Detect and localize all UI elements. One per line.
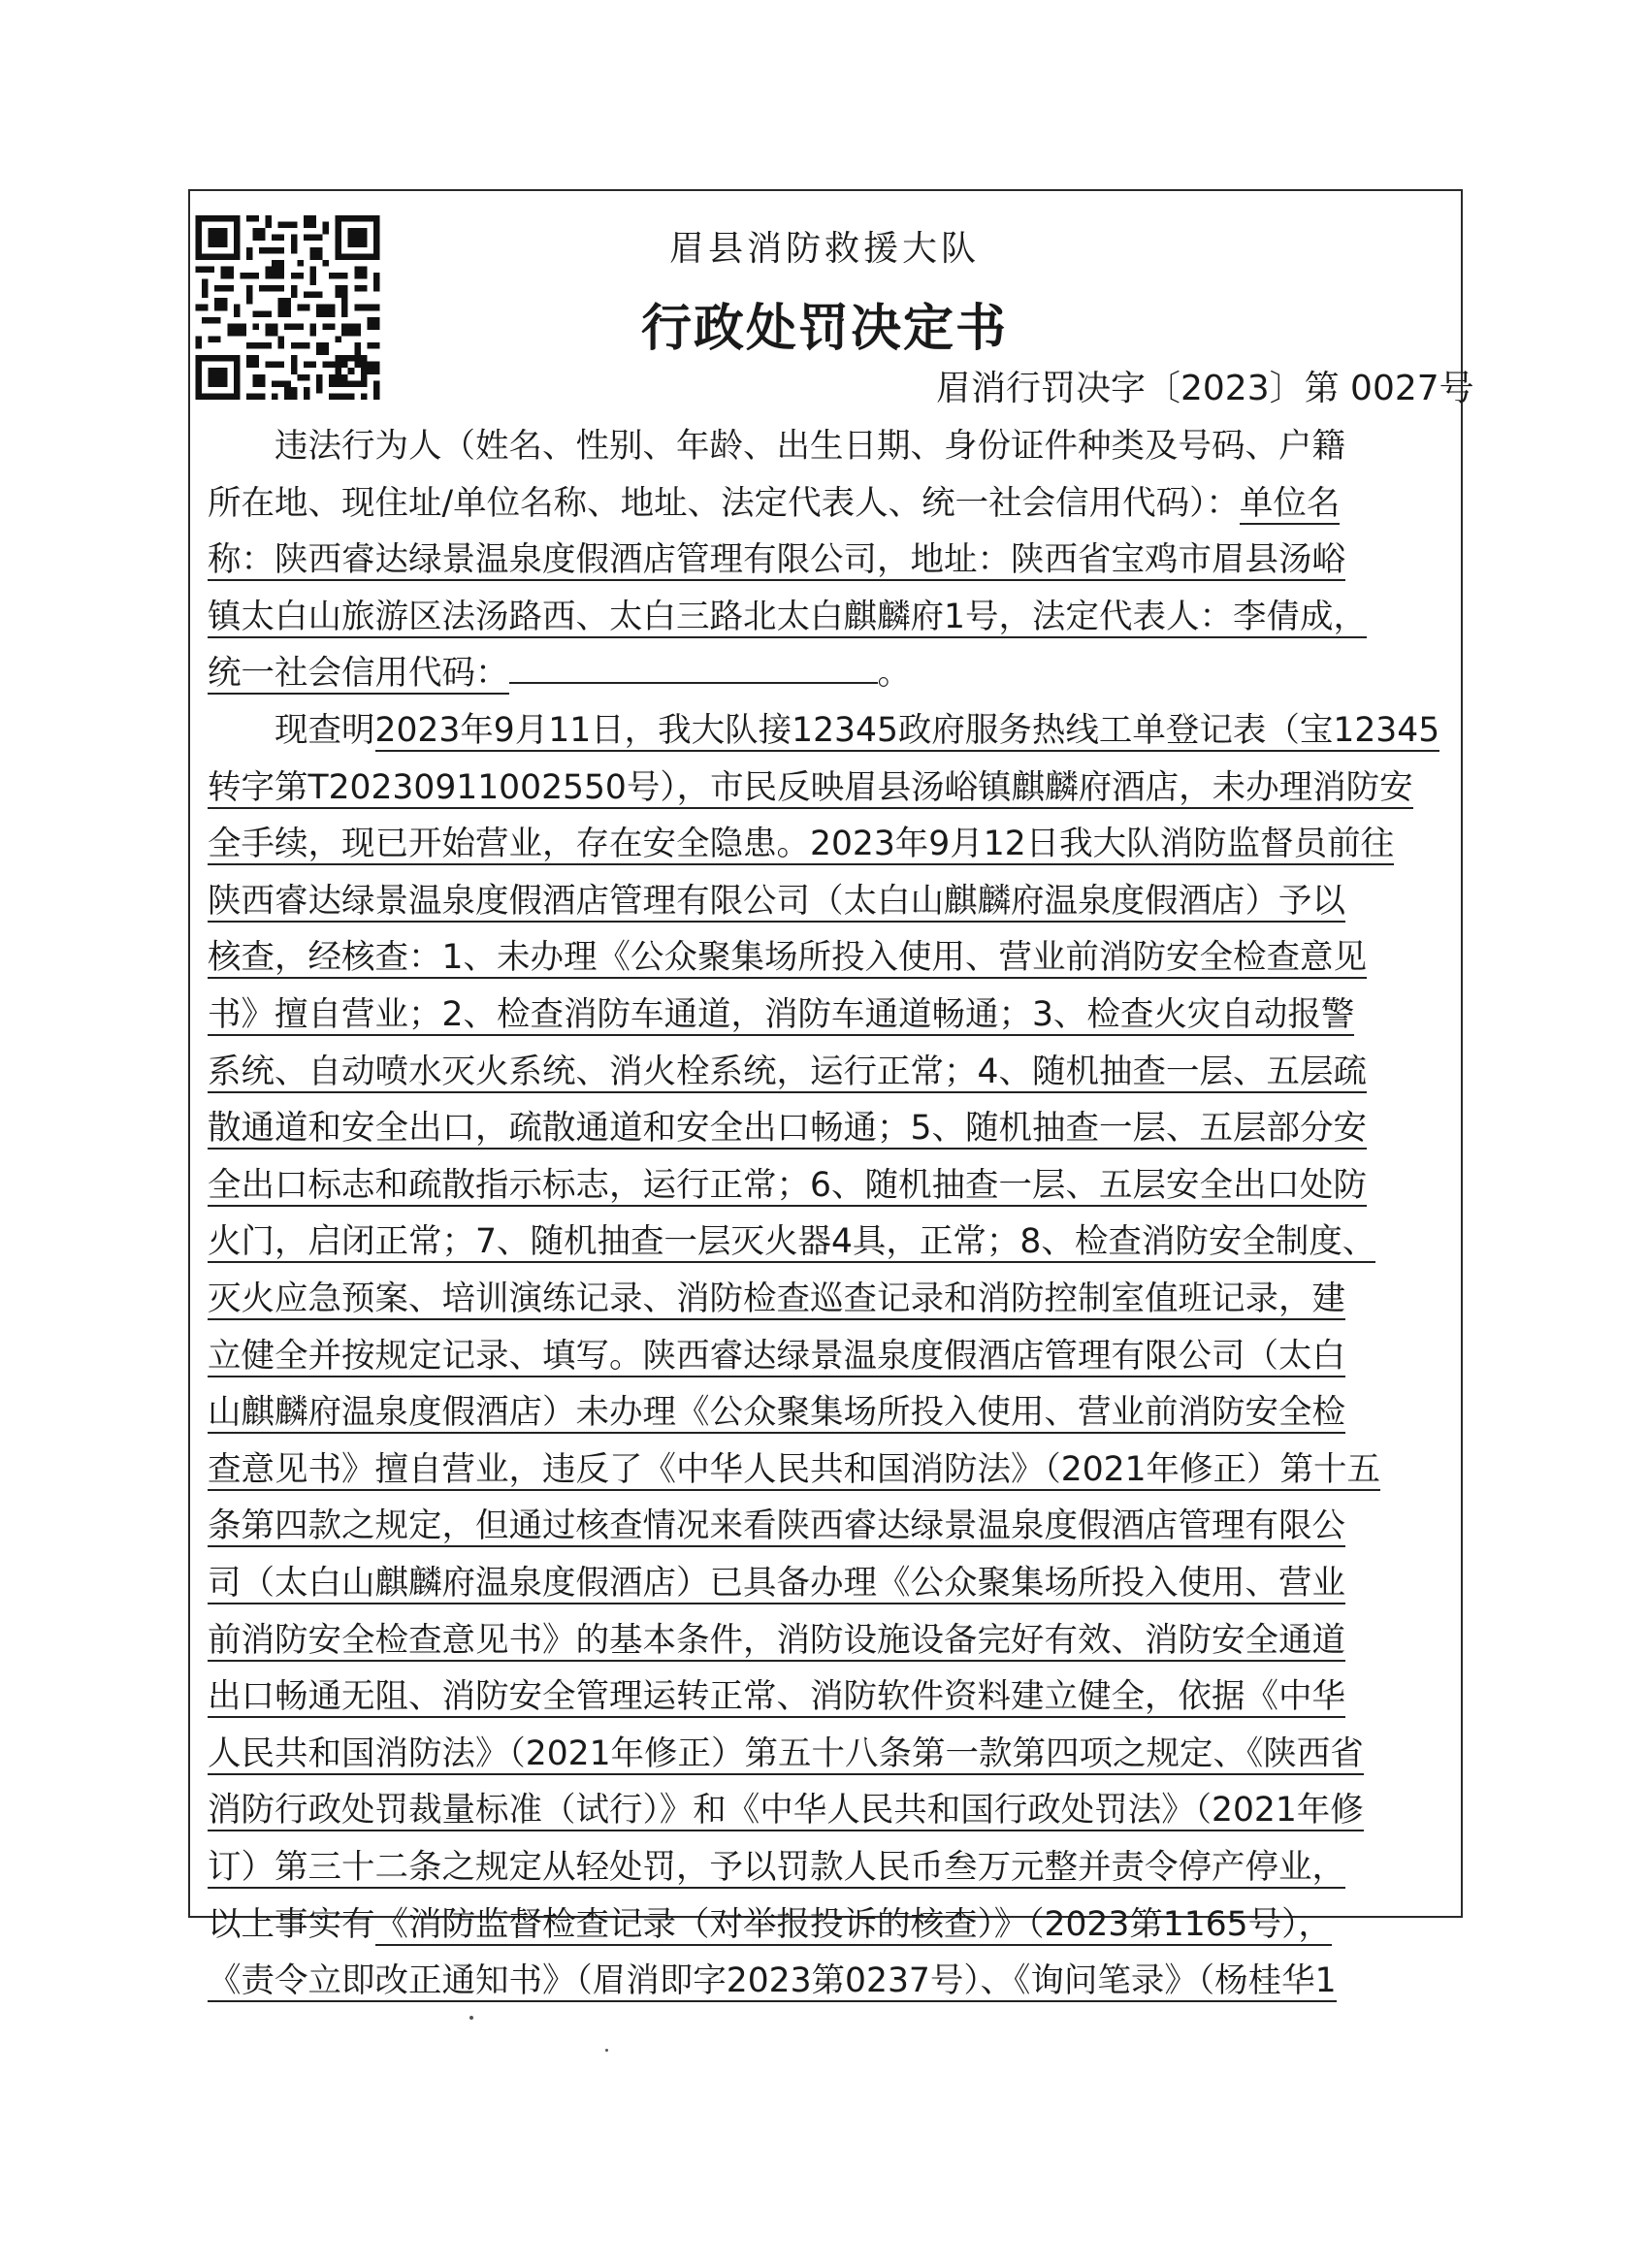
text-line [208,759,1459,819]
underlined-text: 条第四款之规定，但通过核查情况来看陕西睿达绿景温泉度假酒店管理有限公 [208,1507,1345,1546]
text-line [208,1099,1459,1159]
underlined-text: 陕西睿达绿景温泉度假酒店管理有限公司（太白山麒麟府温泉度假酒店）予以 [208,881,1345,921]
underlined-text: 消防行政处罚裁量标准（试行）》和《中华人民共和国行政处罚法》（2021年修 [208,1791,1364,1831]
underlined-text: 前消防安全检查意见书》的基本条件，消防设施设备完好有效、消防安全通道 [208,1620,1345,1660]
issuing-agency: 眉县消防救援大队 [668,229,980,269]
underlined-text: 山麒麟府温泉度假酒店）未办理《公众聚集场所投入使用、营业前消防安全检 [208,1393,1345,1433]
underlined-text: 查意见书》擅自营业，违反了《中华人民共和国消防法》（2021年修正）第十五 [208,1449,1381,1489]
underlined-text: 《消防监督检查记录（对举报投诉的核查）》（2023第1165号）， [374,1904,1332,1944]
scan-speck [605,2049,608,2052]
text-line [208,872,1459,932]
underlined-text: 订）第三十二条之规定从轻处罚，予以罚款人民币叁万元整并责令停产停业， [208,1848,1345,1887]
plain-text: 。 [877,654,911,694]
text-line [208,1725,1459,1785]
underlined-text: 出口畅通无阻、消防安全管理运转正常、消防软件资料建立健全，依据《中华 [208,1677,1345,1717]
text-line [208,1213,1459,1273]
text-line [208,644,1459,704]
underlined-text: 全手续，现已开始营业，存在安全隐患。2023年9月12日我大队消防监督员前往 [208,825,1395,864]
underlined-text: 散通道和安全出口，疏散通道和安全出口畅通；5、随机抽查一层、五层部分安 [208,1109,1367,1149]
text-line [208,1441,1459,1501]
plain-text: 现查明 [208,711,375,750]
underlined-text: 统一社会信用代码： [208,654,509,694]
plain-text: 违法行为人（姓名、性别、年龄、出生日期、身份证件种类及号码、户籍 [208,427,1345,466]
text-line [208,1554,1459,1614]
text-line [208,1383,1459,1443]
plain-text: 所在地、现住址/单位名称、地址、法定代表人、统一社会信用代码）： [208,483,1240,523]
underlined-text: 立健全并按规定记录、填写。陕西睿达绿景温泉度假酒店管理有限公司（太白 [208,1336,1345,1376]
blank-field [509,647,878,684]
text-line [208,815,1459,875]
text-line [208,417,1459,477]
text-line [208,474,1459,535]
text-line [208,531,1459,591]
underlined-text: 人民共和国消防法》（2021年修正）第五十八条第一款第四项之规定、《陕西省 [208,1733,1364,1773]
plain-text: 以上事实有 [208,1904,375,1944]
text-line [208,1270,1459,1330]
underlined-text: 《责令立即改正通知书》（眉消即字2023第0237号）、《询问笔录》（杨桂华1 [208,1961,1337,2001]
text-line [208,1611,1459,1671]
underlined-text: 司（太白山麒麟府温泉度假酒店）已具备办理《公众聚集场所投入使用、营业 [208,1564,1345,1603]
text-line [208,986,1459,1046]
text-line [208,588,1459,648]
underlined-text: 转字第T20230911002550号），市民反映眉县汤峪镇麒麟府酒店，未办理消防安 [208,767,1413,807]
text-line [208,1668,1459,1728]
underlined-text: 称：陕西睿达绿景温泉度假酒店管理有限公司，地址：陕西省宝鸡市眉县汤峪 [208,540,1345,580]
text-line [208,1497,1459,1557]
underlined-text: 核查，经核查：1、未办理《公众聚集场所投入使用、营业前消防安全检查意见 [208,938,1367,978]
text-line [208,1043,1459,1103]
document-title: 行政处罚决定书 [640,299,1008,358]
underlined-text: 全出口标志和疏散指示标志，运行正常；6、随机抽查一层、五层安全出口处防 [208,1165,1367,1205]
text-line [208,1838,1459,1898]
text-line [208,1156,1459,1216]
underlined-text: 灭火应急预案、培训演练记录、消防检查巡查记录和消防控制室值班记录，建 [208,1280,1345,1318]
document-number: 眉消行罚决字〔2023〕第 0027号 [936,369,1474,408]
underlined-text: 2023年9月11日，我大队接12345政府服务热线工单登记表（宝12345 [374,711,1440,750]
underlined-text: 系统、自动喷水灭火系统、消火栓系统，运行正常；4、随机抽查一层、五层疏 [208,1052,1367,1091]
underlined-text: 镇太白山旅游区法汤路西、太白三路北太白麒麟府1号，法定代表人：李倩成， [208,597,1367,636]
underlined-text: 书》擅自营业；2、检查消防车通道，消防车通道畅通；3、检查火灾自动报警 [208,995,1355,1034]
text-line [208,1895,1459,1956]
text-line [208,701,1459,761]
underlined-text: 火门，启闭正常；7、随机抽查一层灭火器4具，正常；8、检查消防安全制度、 [208,1222,1376,1262]
text-line [208,1952,1459,2012]
text-line [208,1327,1459,1387]
text-line [208,928,1459,988]
text-line [208,1781,1459,1841]
underlined-text: 单位名 [1239,483,1341,523]
scan-speck [469,2016,473,2020]
